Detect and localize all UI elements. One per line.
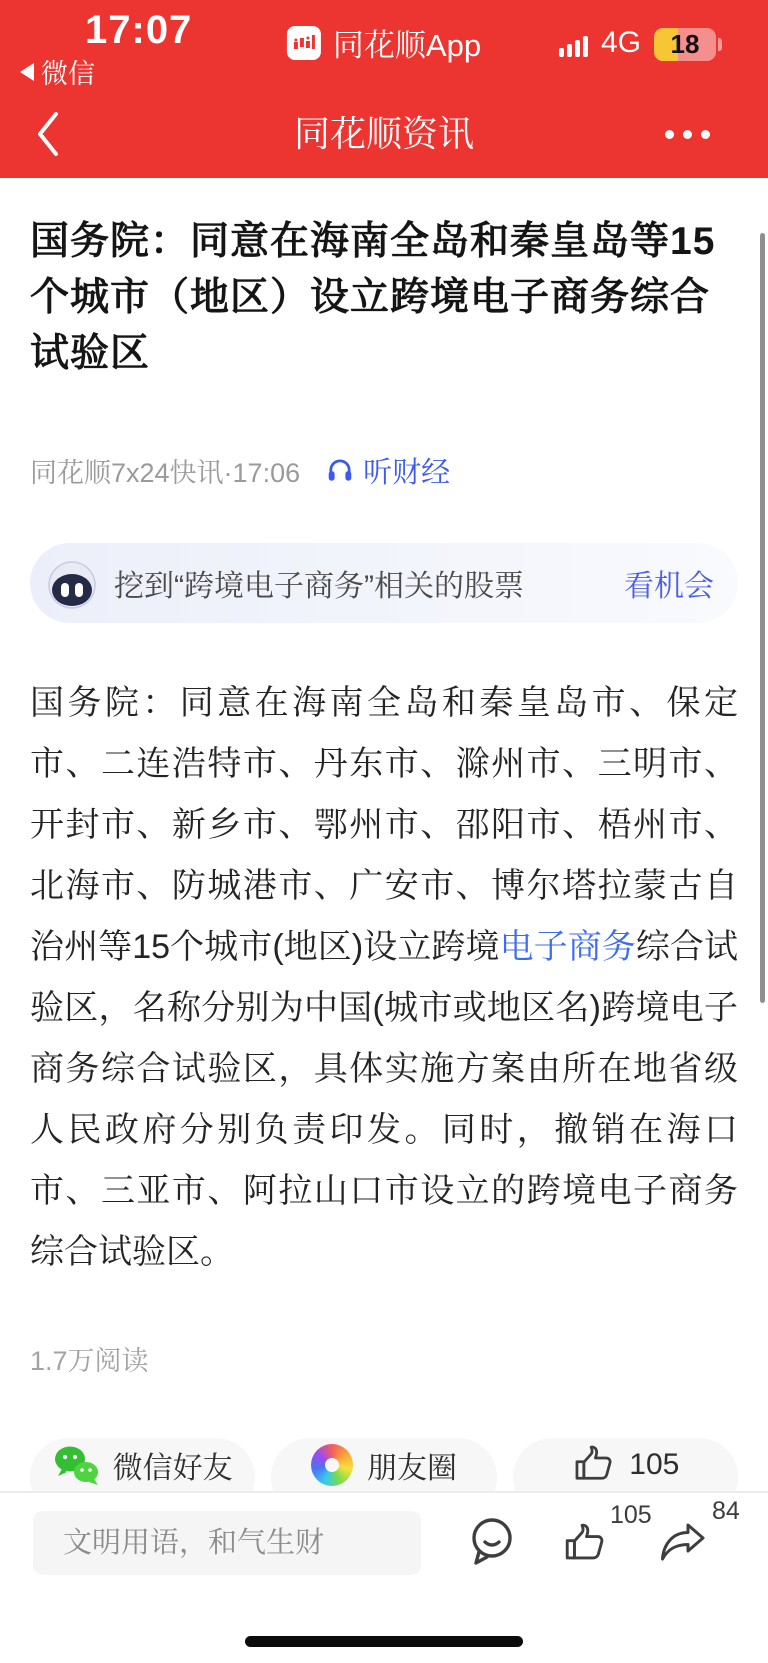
- back-button[interactable]: [32, 108, 64, 165]
- bottom-bar: [0, 1491, 768, 1663]
- listen-button[interactable]: [326, 450, 450, 491]
- nav-bar: [0, 90, 768, 178]
- share-moments-label: 朋友圈: [366, 1452, 457, 1485]
- comment-icon[interactable]: [468, 1515, 516, 1569]
- ths-app-icon: [287, 26, 321, 60]
- more-menu-button[interactable]: [665, 130, 710, 139]
- body-text: 综合试验区，名称分别为中国(城市或地区名)跨境电子商务综合试验区，具体实施方案由所在地省级人民政府分别负责印发。同时，撤销在海口市、三亚市、阿拉山口市设立的跨境电子商务综合试验区。: [30, 928, 739, 1271]
- scrollbar[interactable]: [760, 233, 765, 1003]
- byline: [30, 452, 738, 488]
- battery-icon: [654, 28, 716, 61]
- share-wechat-button[interactable]: [30, 1438, 255, 1492]
- comment-input[interactable]: 文明用语，和气生财: [33, 1511, 421, 1575]
- back-triangle-icon: [20, 63, 34, 81]
- related-stocks-card[interactable]: [30, 543, 738, 623]
- ecommerce-stock-link[interactable]: 电子商务: [499, 928, 636, 966]
- like-pill-count: 105: [629, 1448, 680, 1481]
- back-to-wechat-button[interactable]: [20, 52, 95, 91]
- share-row: [30, 1438, 738, 1492]
- back-to-wechat-label: 微信: [41, 59, 95, 89]
- header: [0, 0, 768, 178]
- listen-label: 听财经: [363, 456, 451, 489]
- article-body: [30, 673, 738, 1283]
- body-text: 国务院：同意在海南全岛和秦皇岛市、保定市、二连浩特市、丹东市、滁州市、三明市、开封市、新乡市、鄂州市、邵阳市、梧州市、北海市、防城港市、广安市、博尔塔拉蒙古自治州等15个城市(地区)设立跨境: [30, 684, 738, 966]
- robot-icon: [46, 557, 98, 609]
- thumbs-up-icon: [571, 1443, 615, 1487]
- home-indicator[interactable]: [245, 1636, 523, 1647]
- moments-icon: [311, 1444, 353, 1486]
- wechat-icon: [53, 1444, 99, 1486]
- share-wechat-label: 微信好友: [112, 1452, 233, 1485]
- headphones-icon: [326, 456, 354, 484]
- more-icon: [683, 130, 692, 139]
- battery-percent: 18: [670, 29, 700, 59]
- like-icon[interactable]: [560, 1521, 608, 1567]
- current-app-label: 同花顺App: [332, 28, 482, 63]
- like-count-badge: 105: [610, 1501, 652, 1529]
- more-icon: [701, 130, 710, 139]
- source-and-time: 同花顺7x24快讯·17:06: [30, 457, 301, 488]
- like-pill-button[interactable]: [513, 1438, 738, 1492]
- article: [0, 178, 768, 1492]
- share-count-badge: 84: [712, 1497, 740, 1525]
- more-icon: [665, 130, 674, 139]
- share-icon[interactable]: [658, 1519, 706, 1565]
- related-stocks-text: 挖到“跨境电子商务”相关的股票: [114, 570, 524, 603]
- share-moments-button[interactable]: [271, 1438, 496, 1492]
- read-count: 1.7万阅读: [30, 1346, 149, 1376]
- clock: 17:07: [85, 8, 193, 52]
- network-type-label: 4G: [600, 26, 641, 59]
- page-title: 同花顺资讯: [293, 113, 474, 154]
- signal-icon: [559, 36, 588, 61]
- status-icons: [559, 26, 716, 61]
- see-opportunity-link[interactable]: 看机会: [624, 570, 714, 603]
- article-title: 国务院：同意在海南全岛和秦皇岛等15个城市（地区）设立跨境电子商务综合试验区: [30, 220, 716, 375]
- current-app-indicator: [287, 20, 481, 65]
